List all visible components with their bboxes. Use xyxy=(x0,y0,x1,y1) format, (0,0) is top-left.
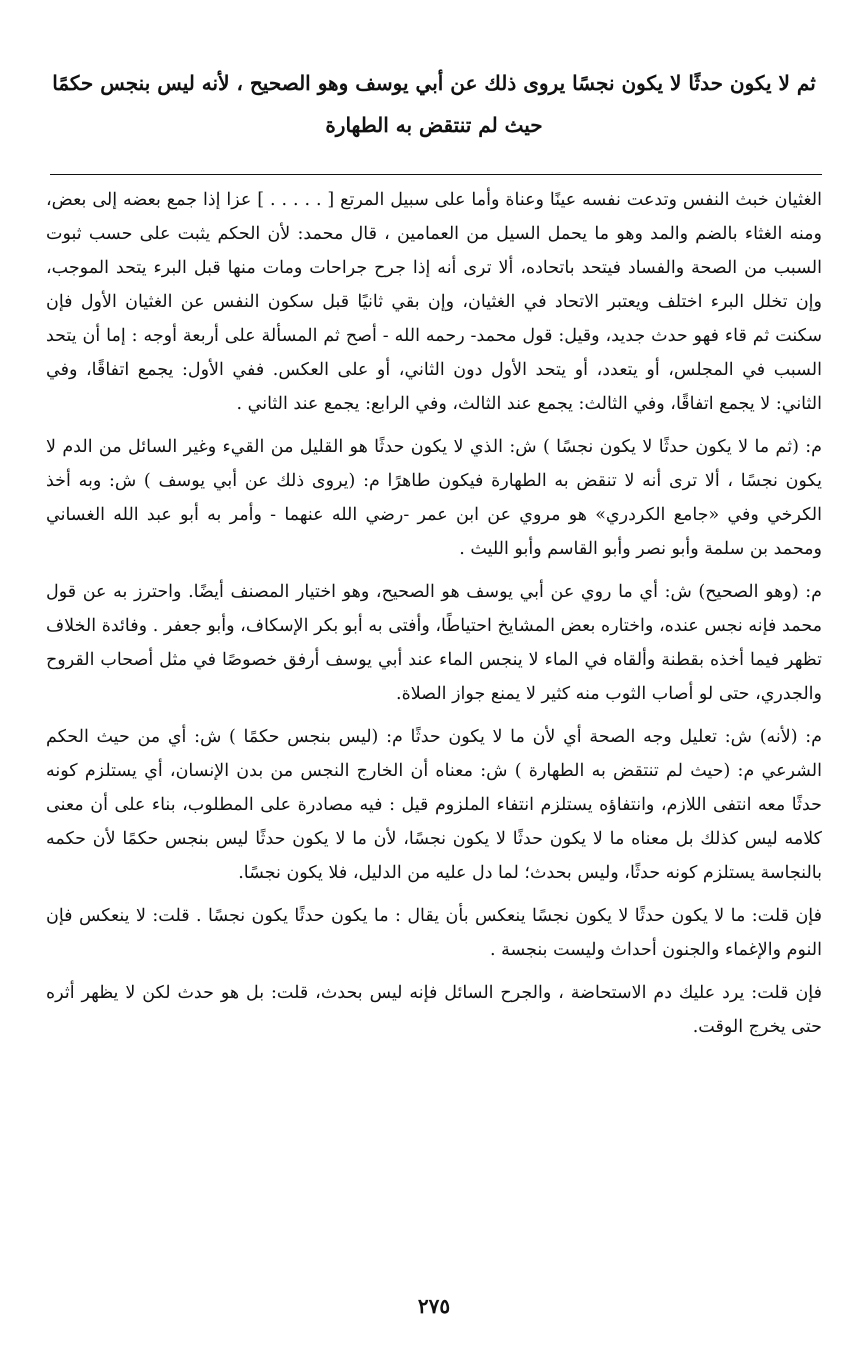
commentary-paragraph: م: (لأنه) ش: تعليل وجه الصحة أي لأن ما لا يكون حدثًا م: (ليس بنجس حكمًا ) ش: أي من حيث الحكم الشرعي م: (حيث لم تنتقض به الطهارة ) ش: معناه أن الخارج النجس من بدن الإنسان، أي يستلزم كونه حدثًا معه انتفى اللازم، وانتفاؤه يستلزم انتفاء الملزوم قيل : فيه مصادرة على المطلوب، بناء على أن معنى كلامه ليس كذلك بل معناه ما لا يكون حدثًا لا يكون نجسًا، لأن ما لا يكون حدثًا ليس بنجس حكمًا لأن حكمه بالنجاسة يستلزم كونه حدثًا، وليس بحدث؛ لما دل عليه من الدليل، فلا يكون نجسًا. xyxy=(46,727,822,883)
page-number: ٢٧٥ xyxy=(417,1294,451,1318)
commentary-body xyxy=(46,183,822,1044)
matn-text: ثم لا يكون حدثًا لا يكون نجسًا يروى ذلك عن أبي يوسف وهو الصحيح ، لأنه ليس بنجس حكمًا حيث لم تنتقض به الطهارة xyxy=(52,71,816,137)
commentary-paragraph: فإن قلت: يرد عليك دم الاستحاضة ، والجرح السائل فإنه ليس بحدث، قلت: بل هو حدث لكن لا يظهر أثره حتى يخرج الوقت. xyxy=(46,983,822,1037)
commentary-paragraph: م: (وهو الصحيح) ش: أي ما روي عن أبي يوسف هو الصحيح، وهو اختيار المصنف أيضًا. واحترز به عن قول محمد فإنه نجس عنده، واختاره بعض المشايخ احتياطًا، وأفتى به أبو بكر الإسكاف، وأبو جعفر . وفائدة الخلاف تظهر فيما أخذه بقطنة وألقاه في الماء لا ينجس الماء عند أبي يوسف أرفق خصوصًا في مثل أصحاب القروح والجدري، حتى لو أصاب الثوب منه كثير لا يمنع جواز الصلاة. xyxy=(46,582,822,704)
commentary-paragraph: فإن قلت: ما لا يكون حدثًا لا يكون نجسًا ينعكس بأن يقال : ما يكون حدثًا يكون نجسًا . قلت: لا ينعكس فإن النوم والإغماء والجنون أحداث وليست بنجسة . xyxy=(46,906,822,960)
separator-rule xyxy=(50,174,822,175)
commentary-paragraph: م: (ثم ما لا يكون حدثًا لا يكون نجسًا ) ش: الذي لا يكون حدثًا هو القليل من القيء وغير السائل من الدم لا يكون نجسًا ، ألا ترى أنه لا تنقض به الطهارة فيكون طاهرًا م: (يروى ذلك عن أبي يوسف ) ش: وبه أخذ الكرخي وفي «جامع الكردري» هو مروي عن ابن عمر -رضي الله عنهما - وأمر به أبو عبد الله الغساني ومحمد بن سلمة وأبو نصر وأبو القاسم وأبو الليث . xyxy=(46,437,822,559)
commentary-paragraph: الغثيان خبث النفس وتدعت نفسه عينًا وعناة وأما على سبيل المرتع [ . . . . . ] عزا إذا جمع بعضه إلى بعض، ومنه الغثاء بالضم والمد وهو ما يحمل السيل من العمامين ، قال محمد: لأن الحكم يثبت على حسب ثبوت السبب من الصحة والفساد فيتحد باتحاده، ألا ترى أنه إذا جرح جراحات ومات منها قبل البرء يتحد الموجب، وإن تخلل البرء اختلف ويعتبر الاتحاد في الغثيان، وإن بقي ثانيًا قبل سكون النفس عن الغثيان الأول فإن سكنت ثم قاء فهو حدث جديد، وقيل: قول محمد- رحمه الله - أصح ثم المسألة على أربعة أوجه : إما أن يتحد السبب في المجلس، أو يتعدد، أو يتحد الأول دون الثاني، أو على العكس. ففي الأول: يجمع اتفاقًا، وفي الثاني: لا يجمع اتفاقًا، وفي الثالث: يجمع عند الثالث، وفي الرابع: يجمع عند الثاني . xyxy=(46,190,822,414)
